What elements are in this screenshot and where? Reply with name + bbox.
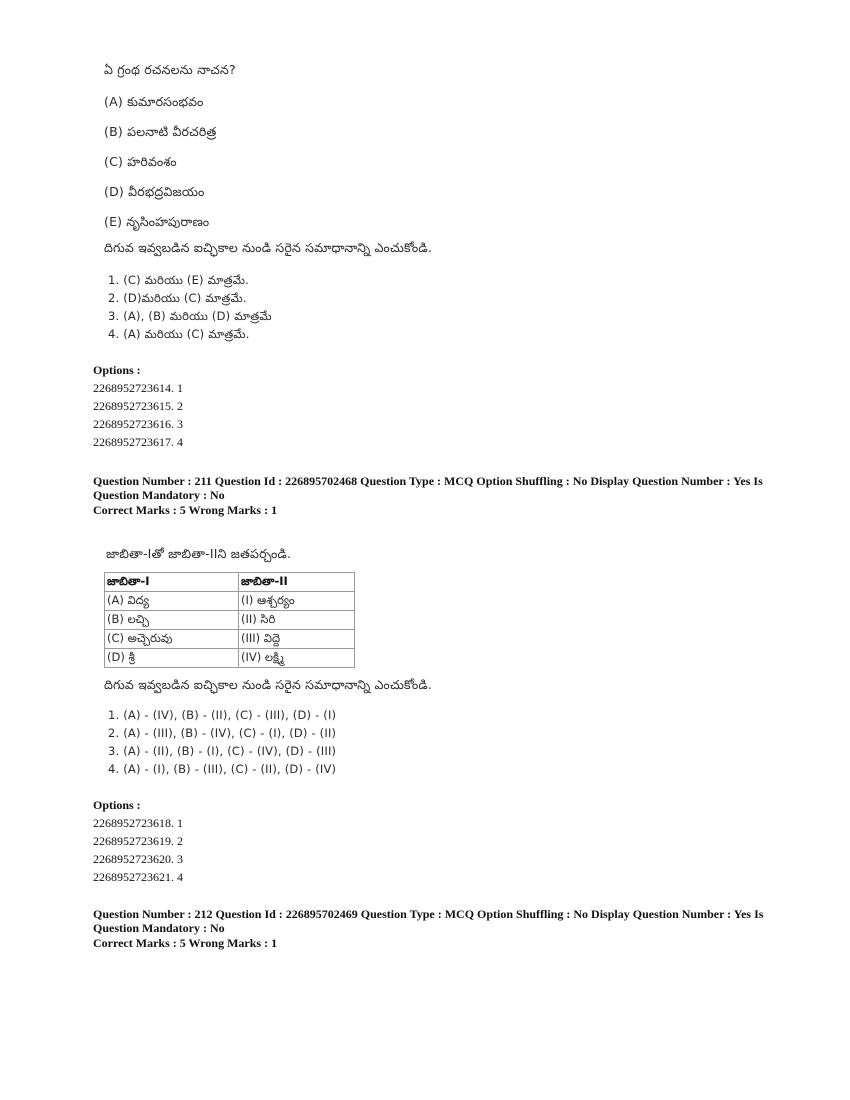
table-row <box>105 649 355 668</box>
list-item: (B) పలనాటి వీరచరిత్ర <box>104 124 217 139</box>
table-cell: (I) ఆశ్చర్యం <box>239 592 355 611</box>
answer-choice: 3. (A), (B) మరియు (D) మాత్రమే <box>108 309 272 323</box>
option-id: 2268952723614. 1 <box>93 381 183 395</box>
table-cell: (IV) లక్ష్మి <box>239 649 355 668</box>
table-cell: (A) విద్య <box>105 592 239 611</box>
table-cell: (II) సిరి <box>239 611 355 630</box>
answer-choice: 2. (A) - (III), (B) - (IV), (C) - (I), (D) - (II) <box>108 726 337 740</box>
question-instruction: దిగువ ఇవ్వబడిన ఐచ్ఛికాల నుండి సరైన సమాధానాన్ని ఎంచుకోండి. <box>104 240 433 255</box>
option-id: 2268952723618. 1 <box>93 816 183 830</box>
match-table <box>104 572 355 668</box>
question-instruction: దిగువ ఇవ్వబడిన ఐచ్ఛికాల నుండి సరైన సమాధానాన్ని ఎంచుకోండి. <box>104 677 433 692</box>
list-item: (D) వీరభద్రవిజయం <box>104 184 205 199</box>
option-id: 2268952723615. 2 <box>93 399 183 413</box>
option-id: 2268952723620. 3 <box>93 852 183 866</box>
option-id: 2268952723616. 3 <box>93 417 183 431</box>
option-id: 2268952723617. 4 <box>93 435 183 449</box>
question-marks: Correct Marks : 5 Wrong Marks : 1 <box>93 503 278 517</box>
option-id: 2268952723621. 4 <box>93 870 183 884</box>
answer-choice: 2. (D)మరియు (C) మాత్రమే. <box>108 291 247 305</box>
table-row <box>105 630 355 649</box>
answer-choice: 1. (A) - (IV), (B) - (II), (C) - (III), (D) - (I) <box>108 708 337 722</box>
question-stem-tail: ఏ గ్రంథ రచనలను నాచన? <box>104 62 236 77</box>
answer-choice: 4. (A) - (I), (B) - (III), (C) - (II), (D) - (IV) <box>108 762 337 776</box>
answer-choice: 4. (A) మరియు (C) మాత్రమే. <box>108 327 250 341</box>
table-cell: (C) అచ్చెరువు <box>105 630 239 649</box>
question-header-mandatory: Question Mandatory : No <box>93 921 225 935</box>
options-label: Options : <box>93 363 141 377</box>
table-cell: (D) శ్రీ <box>105 649 239 668</box>
question-header-mandatory: Question Mandatory : No <box>93 488 225 502</box>
list-item: (E) నృసింహపురాణం <box>104 214 210 229</box>
column-header: జాబితా-II <box>239 573 355 592</box>
table-row <box>105 592 355 611</box>
question-prompt: జాబితా-Iతో జాబితా-IIని జతపర్చండి. <box>106 546 292 561</box>
table-row <box>105 611 355 630</box>
table-cell: (III) విద్దె <box>239 630 355 649</box>
column-header: జాబితా-I <box>105 573 239 592</box>
options-label: Options : <box>93 798 141 812</box>
question-header: Question Number : 212 Question Id : 226895702469 Question Type : MCQ Option Shuffling : No Display Question Number : Yes Is <box>93 907 764 921</box>
question-header: Question Number : 211 Question Id : 226895702468 Question Type : MCQ Option Shuffling : No Display Question Number : Yes Is <box>93 474 763 488</box>
table-header-row <box>105 573 355 592</box>
option-id: 2268952723619. 2 <box>93 834 183 848</box>
list-item: (C) హరివంశం <box>104 154 177 169</box>
list-item: (A) కుమారసంభవం <box>104 94 204 109</box>
answer-choice: 1. (C) మరియు (E) మాత్రమే. <box>108 273 250 287</box>
table-cell: (B) లచ్చి <box>105 611 239 630</box>
answer-choice: 3. (A) - (II), (B) - (I), (C) - (IV), (D) - (III) <box>108 744 337 758</box>
question-marks: Correct Marks : 5 Wrong Marks : 1 <box>93 936 278 950</box>
